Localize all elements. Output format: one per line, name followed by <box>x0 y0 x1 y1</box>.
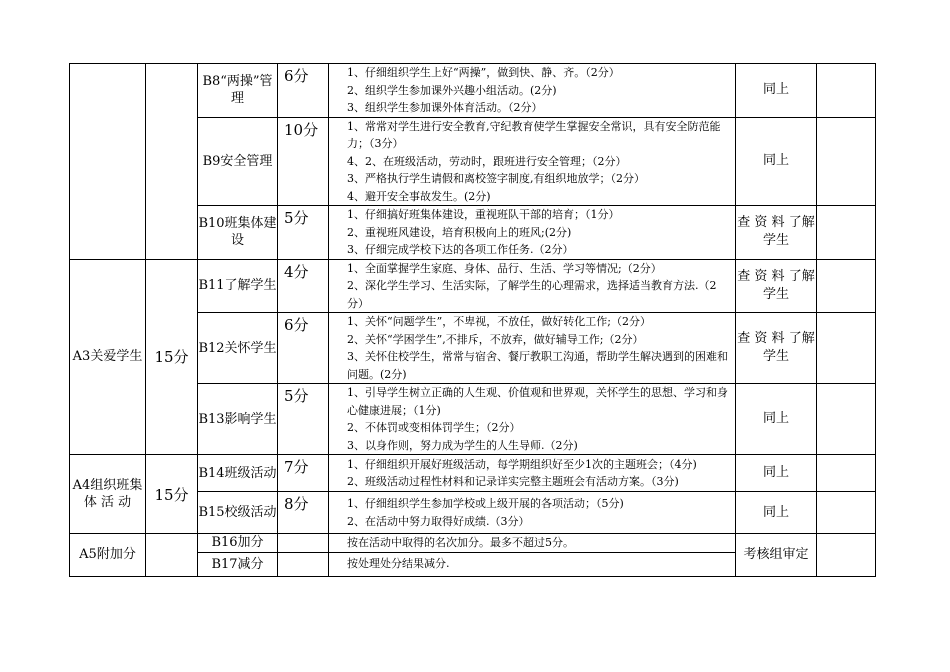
item-criteria <box>329 64 736 118</box>
check-method: 同上 <box>736 117 817 206</box>
item-points: 6分 <box>278 313 329 384</box>
check-method: 查 资 料 了解学生 <box>736 313 817 384</box>
row-b14 <box>70 455 876 492</box>
item-label: B10班集体建 设 <box>198 206 278 260</box>
item-label: B14班级活动 <box>198 455 278 492</box>
group-name-cell: A5附加分 <box>70 534 146 577</box>
item-points: 5分 <box>278 384 329 455</box>
item-criteria <box>329 384 736 455</box>
score-cell <box>817 206 876 260</box>
item-points <box>278 552 329 576</box>
item-criteria <box>329 552 736 576</box>
check-method: 查 资 料 了解学生 <box>736 259 817 313</box>
item-points: 6分 <box>278 64 329 118</box>
criteria-line: 2、关怀“学困学生”,不排斥，不放弃，做好辅导工作;（2分） <box>347 332 644 346</box>
item-points: 8分 <box>278 492 329 534</box>
item-label: B11了解学生 <box>198 259 278 313</box>
row-b16 <box>70 534 876 553</box>
item-criteria <box>329 492 736 534</box>
row-b8 <box>70 64 876 118</box>
item-label: B15校级活动 <box>198 492 278 534</box>
check-method: 查 资 料 了解学生 <box>736 206 817 260</box>
score-cell <box>817 259 876 313</box>
item-criteria <box>329 455 736 492</box>
item-points: 4分 <box>278 259 329 313</box>
group-score-cell <box>146 64 198 260</box>
criteria-line: 1、仔细组织学生参加学校或上级开展的各项活动；（5分) <box>347 497 624 510</box>
criteria-line: 按在活动中取得的名次加分。最多不超过5分。 <box>347 536 574 549</box>
score-cell <box>817 313 876 384</box>
group-name-cell <box>70 64 146 260</box>
score-cell <box>817 117 876 206</box>
item-points: 7分 <box>278 455 329 492</box>
criteria-line: 2、在活动中努力取得好成绩.（3分） <box>347 514 530 528</box>
evaluation-table <box>69 63 876 577</box>
item-label: B17减分 <box>198 552 278 576</box>
item-points: 10分 <box>278 117 329 206</box>
criteria-line: 4、2、在班级活动，劳动时，跟班进行安全管理；（2分） <box>347 154 627 168</box>
item-points: 5分 <box>278 206 329 260</box>
item-criteria <box>329 259 736 313</box>
group-name-cell: A3关爱学生 <box>70 259 146 455</box>
item-criteria <box>329 534 736 553</box>
criteria-line: 1、仔细组织学生上好“两操”，做到快、静、齐。（2分） <box>347 66 620 79</box>
item-label: B8“两操”管理 <box>198 64 278 118</box>
criteria-line: 3、严格执行学生请假和离校签字制度,有组织地放学；（2分） <box>347 172 645 185</box>
group-score-cell <box>146 534 198 577</box>
criteria-line: 3、组织学生参加课外体育活动。（2分） <box>347 101 543 114</box>
criteria-line: 1、仔细搞好班集体建设，重视班队干部的培育；（1分） <box>347 208 620 221</box>
criteria-line: 2、不体罚或变相体罚学生；（2分） <box>347 421 521 434</box>
criteria-line: 按处理处分结果减分. <box>347 557 450 571</box>
check-method: 考核组审定 <box>736 534 817 577</box>
group-score-cell: 15分 <box>146 455 198 534</box>
score-cell <box>817 64 876 118</box>
score-cell <box>817 534 876 577</box>
criteria-line: 3、以身作则，努力成为学生的人生导师.（2分) <box>347 438 578 452</box>
check-method: 同上 <box>736 492 817 534</box>
criteria-line: 1、引导学生树立正确的人生观、价值观和世界观，关怀学生的思想、学习和身心健康进展；（1分) <box>347 386 728 417</box>
score-cell <box>817 384 876 455</box>
check-method: 同上 <box>736 384 817 455</box>
item-label: B9安全管理 <box>198 117 278 206</box>
criteria-line: 2、重视班风建设，培育积极向上的班风;(2分) <box>347 225 572 239</box>
criteria-line: 2、深化学生学习、生活实际，了解学生的心理需求，选择适当教育方法.（2分） <box>347 279 717 310</box>
criteria-line: 3、关怀住校学生，常常与宿舍、餐厅教职工沟通，帮助学生解决遇到的困难和问题。(2分) <box>347 350 728 381</box>
score-cell <box>817 455 876 492</box>
criteria-line: 3、仔细完成学校下达的各项工作任务.（2分） <box>347 243 574 256</box>
item-criteria <box>329 117 736 206</box>
group-score-cell: 15分 <box>146 259 198 455</box>
score-cell <box>817 492 876 534</box>
row-b11 <box>70 259 876 313</box>
criteria-line: 4、避开安全事故发生。(2分) <box>347 189 491 203</box>
item-criteria <box>329 206 736 260</box>
criteria-line: 2、班级活动过程性材料和记录详实完整主题班会有活动方案。（3分) <box>347 475 679 488</box>
check-method: 同上 <box>736 64 817 118</box>
criteria-line: 1、常常对学生进行安全教育,守纪教育使学生掌握安全常识，具有安全防范能力；（3分） <box>347 119 721 150</box>
criteria-line: 1、关怀“问题学生”，不卑视，不放任，做好转化工作;（2分） <box>347 315 651 328</box>
criteria-line: 2、组织学生参加课外兴趣小组活动。(2分) <box>347 83 557 97</box>
item-points <box>278 534 329 553</box>
criteria-line: 1、仔细组织开展好班级活动，每学期组织好至少1次的主题班会；（4分) <box>347 457 697 471</box>
criteria-line: 1、全面掌握学生家庭、身体、品行、生活、学习等情况;（2分） <box>347 261 662 275</box>
item-label: B13影响学生 <box>198 384 278 455</box>
item-criteria <box>329 313 736 384</box>
item-label: B16加分 <box>198 534 278 553</box>
check-method: 同上 <box>736 455 817 492</box>
item-label: B12关怀学生 <box>198 313 278 384</box>
group-name-cell: A4组织班集 体 活 动 <box>70 455 146 534</box>
